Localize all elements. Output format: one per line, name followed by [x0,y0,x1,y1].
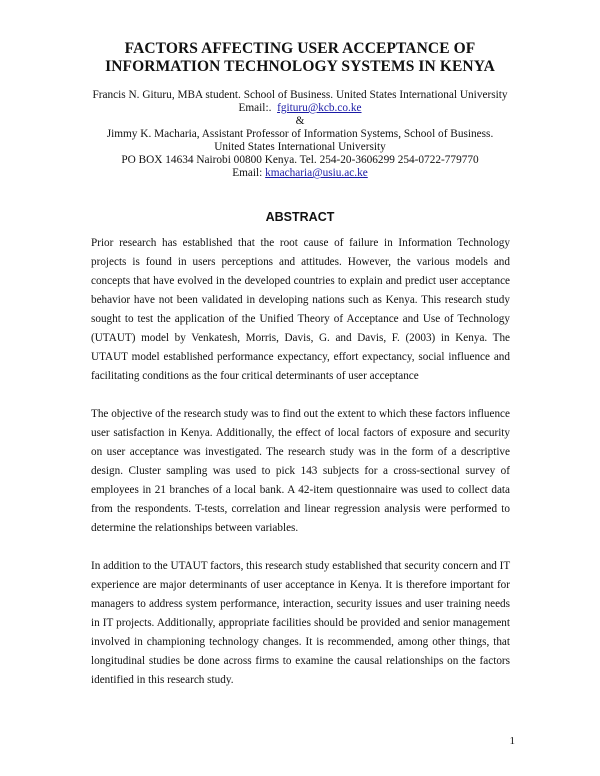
abstract-paragraph-2 [91,405,510,538]
paragraph-line: longitudinal studies be done across firms to examine the causal relationships on the factors [91,655,510,667]
abstract-heading: ABSTRACT [265,210,335,224]
paragraph-line: employees in 21 branches of a local bank. A 42-item questionnaire was used to collect data [91,484,510,496]
author-separator: & [295,115,305,127]
author1-email-link[interactable]: fgituru@kcb.co.ke [277,102,362,114]
paragraph-line: in IT projects. Additionally, appropriate facilities should be provided and senior management [91,617,510,629]
paragraph-line: involved in championing technology changes. It is recommended, among other things, that [91,636,510,648]
author1-email-line [60,102,540,115]
paragraph-line: The objective of the research study was to find out the extent to which these factors influence [91,408,510,420]
paragraph-line: projects is found in users perceptions and attitudes. However, the various models and [91,256,510,268]
paragraph-line: sought to test the application of the Unified Theory of Acceptance and Use of Technology [91,313,510,325]
author1-email-label: Email:. [238,102,272,114]
paragraph-line: managers to address system performance, interaction, security issues and user training needs [91,598,510,610]
paragraph-line: on user acceptance was investigated. The research study was in the form of a descriptive [91,446,510,458]
author-block [60,89,540,180]
author2-email-label: Email: [232,167,263,179]
author2-email-line [60,167,540,180]
abstract-paragraph-3 [91,557,510,690]
paragraph-line: design. Cluster sampling was used to pick 143 subjects for a cross-sectional survey of [91,465,510,477]
paragraph-line: facilitating conditions as the four critical determinants of user acceptance [91,370,419,382]
author1-affiliation: Francis N. Gituru, MBA student. School of Business. United States International University [92,89,508,101]
title-line-2: INFORMATION TECHNOLOGY SYSTEMS IN KENYA [105,58,495,75]
author2-affiliation-line1: Jimmy K. Macharia, Assistant Professor of Information Systems, School of Business. [106,128,494,140]
paragraph-line: behavior have not been validated in developing nations such as Kenya. This research study [91,294,510,306]
paragraph-line: In addition to the UTAUT factors, this research study established that security concern and IT [91,560,511,572]
paragraph-line: UTAUT model established performance expectancy, effort expectancy, social influence and [91,351,510,363]
author2-address: PO BOX 14634 Nairobi 00800 Kenya. Tel. 254-20-3606299 254-0722-779770 [121,154,479,166]
author2-email-link[interactable]: kmacharia@usiu.ac.ke [265,167,368,179]
paragraph-line: concepts that have evolved in the developed countries to explain and predict user acceptance [91,275,510,287]
paragraph-line: experience are major determinants of user acceptance in Kenya. It is therefore important for [91,579,510,591]
paragraph-line: from the respondents. T-tests, correlation and linear regression analysis were performed to [91,503,510,515]
paragraph-line: (UTAUT) model by Venkatesh, Morris, Davis, G. and Davis, F. (2003) in Kenya. The [91,332,510,344]
paragraph-line: Prior research has established that the root cause of failure in Information Technology [91,237,510,249]
paragraph-line: user satisfaction in Kenya. Additionally, the effect of local factors of exposure and security [91,427,510,439]
title-line-1: FACTORS AFFECTING USER ACCEPTANCE OF [124,40,476,57]
abstract-paragraph-1 [91,234,510,386]
author2-affiliation-line2: United States International University [214,141,386,153]
page-number: 1 [509,735,515,747]
paragraph-line: identified in this research study. [91,674,234,686]
paper-title [60,40,540,76]
paragraph-line: determine the relationships between variables. [91,522,299,534]
